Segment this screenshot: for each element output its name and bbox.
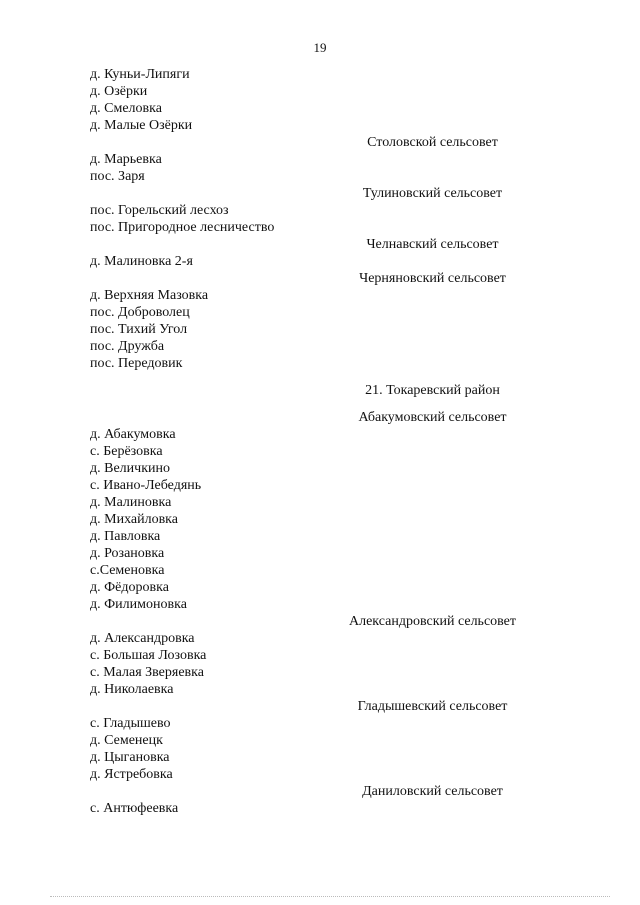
- settlement-item: с. Антюфеевка: [90, 801, 179, 816]
- settlement-item: д. Абакумовка: [90, 427, 176, 442]
- council-heading: Александровский сельсовет: [348, 614, 517, 629]
- settlement-item: пос. Доброволец: [90, 305, 190, 320]
- settlement-item: д. Филимоновка: [90, 597, 187, 612]
- settlement-item: д. Александровка: [90, 631, 195, 646]
- settlement-item: д. Фёдоровка: [90, 580, 169, 595]
- scan-artifact-line: [50, 896, 610, 901]
- settlement-item: д. Цыгановка: [90, 750, 170, 765]
- settlement-item: д. Михайловка: [90, 512, 178, 527]
- settlement-item: д. Розановка: [90, 546, 165, 561]
- settlement-item: пос. Тихий Угол: [90, 322, 188, 337]
- settlement-item: пос. Передовик: [90, 356, 183, 371]
- settlement-item: с. Берёзовка: [90, 444, 163, 459]
- settlement-item: д. Верхняя Мазовка: [90, 288, 209, 303]
- settlement-item: д. Смеловка: [90, 101, 162, 116]
- settlement-item: с.Семеновка: [90, 563, 165, 578]
- settlement-item: д. Малиновка 2-я: [90, 254, 193, 269]
- settlement-item: д. Куньи-Липяги: [90, 67, 190, 82]
- settlement-item: пос. Заря: [90, 169, 145, 184]
- settlement-list: [90, 66, 600, 817]
- council-heading: Тулиновский сельсовет: [362, 186, 503, 201]
- settlement-item: д. Малиновка: [90, 495, 172, 510]
- council-heading: Гладышевский сельсовет: [357, 699, 508, 714]
- district-heading: 21. Токаревский район: [365, 383, 500, 398]
- page-number: 19: [313, 40, 327, 55]
- settlement-item: с. Малая Зверяевка: [90, 665, 204, 680]
- council-heading: Столовской сельсовет: [367, 135, 498, 150]
- council-heading: Черняновский сельсовет: [359, 271, 506, 286]
- council-heading: Челнавский сельсовет: [366, 237, 499, 252]
- settlement-item: д. Озёрки: [90, 84, 148, 99]
- settlement-item: пос. Горельский лесхоз: [90, 203, 229, 218]
- settlement-item: с. Большая Лозовка: [90, 648, 207, 663]
- settlement-item: с. Ивано-Лебедянь: [90, 478, 202, 493]
- settlement-item: д. Марьевка: [90, 152, 162, 167]
- settlement-item: д. Павловка: [90, 529, 161, 544]
- settlement-item: с. Гладышево: [90, 716, 171, 731]
- settlement-item: пос. Пригородное лесничество: [90, 220, 275, 235]
- settlement-item: д. Малые Озёрки: [90, 118, 193, 133]
- settlement-item: д. Семенецк: [90, 733, 163, 748]
- settlement-item: д. Ястребовка: [90, 767, 173, 782]
- settlement-item: пос. Дружба: [90, 339, 165, 354]
- settlement-item: д. Николаевка: [90, 682, 174, 697]
- council-heading: Абакумовский сельсовет: [358, 410, 507, 425]
- settlement-item: д. Величкино: [90, 461, 170, 476]
- council-heading: Даниловский сельсовет: [362, 784, 503, 799]
